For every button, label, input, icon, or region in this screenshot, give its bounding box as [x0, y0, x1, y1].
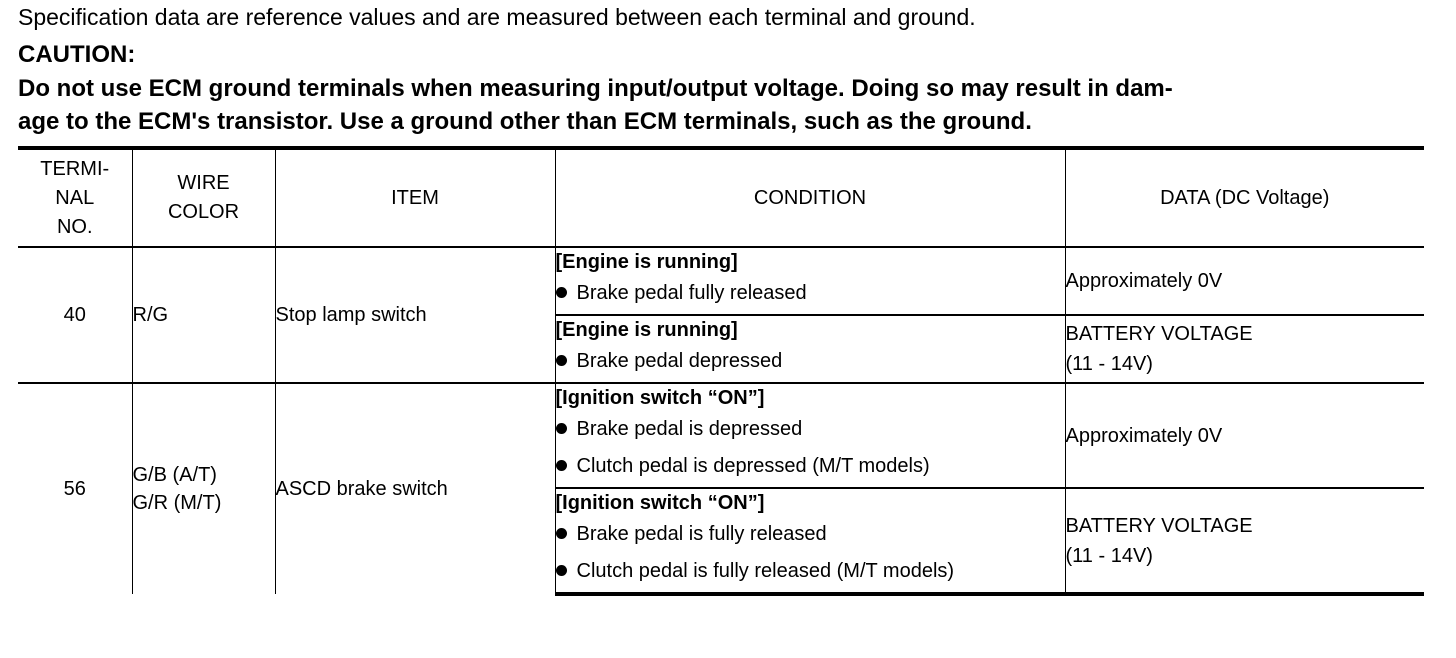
- data-value: Approximately 0V: [1065, 424, 1223, 447]
- bullet-icon: [556, 460, 567, 471]
- header-condition: CONDITION: [555, 148, 1065, 247]
- data-cell: [1065, 488, 1424, 594]
- condition-cell: [555, 247, 1065, 315]
- header-wire-color: [132, 148, 275, 247]
- data-value: BATTERY VOLTAGE: [1065, 514, 1253, 537]
- data-value: BATTERY VOLTAGE: [1065, 323, 1253, 345]
- condition-head: [Ignition switch “ON”]: [555, 492, 765, 514]
- data-value: Approximately 0V: [1065, 270, 1223, 292]
- bullet-icon: [556, 528, 567, 539]
- condition-bullet: [556, 343, 1065, 380]
- condition-bullet: [556, 516, 1065, 553]
- terminal-spec-table: [18, 146, 1424, 596]
- condition-bullet: [556, 448, 1065, 485]
- header-terminal-line: TERMI-: [40, 157, 110, 180]
- header-terminal-line: NAL: [55, 186, 95, 209]
- condition-bullet-text: Clutch pedal is depressed (M/T models): [576, 455, 930, 477]
- wire-color: [132, 383, 275, 594]
- table-row: [18, 247, 1424, 315]
- table-header-row: [18, 148, 1424, 247]
- header-terminal-line: NO.: [56, 215, 93, 238]
- item-name: ASCD brake switch: [275, 383, 555, 594]
- data-cell: [1065, 383, 1424, 488]
- wire-color-value: G/B (A/T): [132, 464, 217, 486]
- terminal-number: 56: [18, 383, 132, 594]
- data-cell: [1065, 247, 1424, 315]
- caution-line-1: Do not use ECM ground terminals when measuring input/output voltage. Doing so may result in dam-: [18, 75, 1173, 102]
- intro-text: Specification data are reference values and are measured between each terminal and ground.: [18, 4, 976, 30]
- caution-text: [18, 72, 1438, 138]
- header-item: ITEM: [275, 148, 555, 247]
- terminal-number: 40: [18, 247, 132, 383]
- condition-bullet-text: Brake pedal is fully released: [576, 523, 827, 545]
- condition-head: [Engine is running]: [555, 319, 738, 341]
- bullet-icon: [556, 423, 567, 434]
- caution-line-2: age to the ECM's transistor. Use a ground other than ECM terminals, such as the ground.: [18, 108, 1032, 135]
- condition-head: [Ignition switch “ON”]: [555, 387, 765, 409]
- condition-bullet: [556, 275, 1065, 312]
- wire-color-value: R/G: [132, 304, 169, 326]
- condition-cell: [555, 315, 1065, 383]
- header-terminal-no: [18, 148, 132, 247]
- caution-title: CAUTION:: [18, 41, 136, 68]
- data-cell: [1065, 315, 1424, 383]
- bullet-icon: [556, 565, 567, 576]
- condition-bullet: [556, 553, 1065, 590]
- item-name: Stop lamp switch: [275, 247, 555, 383]
- condition-bullet-text: Clutch pedal is fully released (M/T models): [576, 560, 955, 582]
- data-value: (11 - 14V): [1065, 544, 1153, 567]
- condition-bullet-text: Brake pedal fully released: [576, 282, 807, 304]
- header-wire-line: COLOR: [167, 201, 240, 223]
- bullet-icon: [556, 287, 567, 298]
- header-data: DATA (DC Voltage): [1065, 148, 1424, 247]
- condition-head: [Engine is running]: [555, 251, 738, 273]
- condition-cell: [555, 383, 1065, 488]
- condition-bullet-text: Brake pedal is depressed: [576, 418, 803, 440]
- data-value: (11 - 14V): [1065, 353, 1153, 375]
- bullet-icon: [556, 355, 567, 366]
- condition-bullet: [556, 411, 1065, 448]
- header-wire-line: WIRE: [177, 172, 230, 194]
- condition-bullet-text: Brake pedal depressed: [576, 350, 783, 372]
- wire-color: [132, 247, 275, 383]
- table-row: [18, 383, 1424, 488]
- condition-cell: [555, 488, 1065, 594]
- wire-color-value: G/R (M/T): [132, 492, 222, 514]
